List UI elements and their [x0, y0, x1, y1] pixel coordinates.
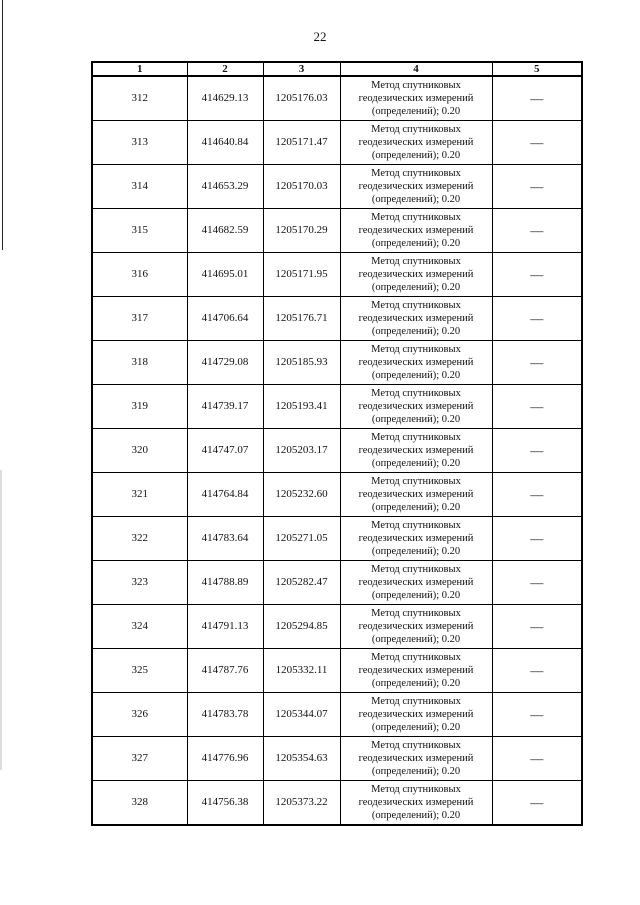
method-cell: Метод спутниковых геодезических измерений (определений); 0.20: [340, 429, 492, 473]
note-cell: —: [492, 165, 582, 209]
table-row: [92, 121, 582, 165]
x-coordinate-cell: 414682.59: [187, 209, 263, 253]
method-cell: Метод спутниковых геодезических измерений (определений); 0.20: [340, 737, 492, 781]
note-cell: —: [492, 76, 582, 121]
table-row: [92, 693, 582, 737]
x-coordinate-cell: 414756.38: [187, 781, 263, 826]
note-cell: —: [492, 693, 582, 737]
x-coordinate-cell: 414629.13: [187, 76, 263, 121]
x-coordinate-cell: 414747.07: [187, 429, 263, 473]
method-cell: Метод спутниковых геодезических измерений (определений); 0.20: [340, 165, 492, 209]
method-cell: Метод спутниковых геодезических измерений (определений); 0.20: [340, 76, 492, 121]
note-cell: —: [492, 737, 582, 781]
x-coordinate-cell: 414653.29: [187, 165, 263, 209]
point-number-cell: 324: [92, 605, 187, 649]
note-cell: —: [492, 209, 582, 253]
y-coordinate-cell: 1205171.95: [263, 253, 340, 297]
table-row: [92, 385, 582, 429]
method-cell: Метод спутниковых геодезических измерений (определений); 0.20: [340, 605, 492, 649]
y-coordinate-cell: 1205282.47: [263, 561, 340, 605]
note-cell: —: [492, 561, 582, 605]
note-cell: —: [492, 649, 582, 693]
note-cell: —: [492, 517, 582, 561]
point-number-cell: 328: [92, 781, 187, 826]
point-number-cell: 323: [92, 561, 187, 605]
note-cell: —: [492, 121, 582, 165]
point-number-cell: 318: [92, 341, 187, 385]
method-cell: Метод спутниковых геодезических измерений (определений); 0.20: [340, 561, 492, 605]
point-number-cell: 313: [92, 121, 187, 165]
note-cell: —: [492, 605, 582, 649]
point-number-cell: 322: [92, 517, 187, 561]
y-coordinate-cell: 1205176.71: [263, 297, 340, 341]
y-coordinate-cell: 1205373.22: [263, 781, 340, 826]
column-header: 2: [187, 62, 263, 76]
point-number-cell: 325: [92, 649, 187, 693]
point-number-cell: 312: [92, 76, 187, 121]
x-coordinate-cell: 414729.08: [187, 341, 263, 385]
method-cell: Метод спутниковых геодезических измерений (определений); 0.20: [340, 517, 492, 561]
table-row: [92, 737, 582, 781]
method-cell: Метод спутниковых геодезических измерений (определений); 0.20: [340, 253, 492, 297]
method-cell: Метод спутниковых геодезических измерений (определений); 0.20: [340, 121, 492, 165]
table-row: [92, 473, 582, 517]
y-coordinate-cell: 1205185.93: [263, 341, 340, 385]
point-number-cell: 316: [92, 253, 187, 297]
table-row: [92, 781, 582, 826]
point-number-cell: 314: [92, 165, 187, 209]
x-coordinate-cell: 414695.01: [187, 253, 263, 297]
table-row: [92, 165, 582, 209]
note-cell: —: [492, 473, 582, 517]
x-coordinate-cell: 414788.89: [187, 561, 263, 605]
table-row: [92, 209, 582, 253]
column-header: 4: [340, 62, 492, 76]
table-body: [92, 76, 582, 825]
column-header: 1: [92, 62, 187, 76]
table-row: [92, 429, 582, 473]
y-coordinate-cell: 1205232.60: [263, 473, 340, 517]
y-coordinate-cell: 1205354.63: [263, 737, 340, 781]
y-coordinate-cell: 1205332.11: [263, 649, 340, 693]
y-coordinate-cell: 1205203.17: [263, 429, 340, 473]
note-cell: —: [492, 341, 582, 385]
y-coordinate-cell: 1205176.03: [263, 76, 340, 121]
point-number-cell: 326: [92, 693, 187, 737]
method-cell: Метод спутниковых геодезических измерений (определений); 0.20: [340, 473, 492, 517]
note-cell: —: [492, 781, 582, 826]
y-coordinate-cell: 1205193.41: [263, 385, 340, 429]
method-cell: Метод спутниковых геодезических измерений (определений); 0.20: [340, 693, 492, 737]
y-coordinate-cell: 1205294.85: [263, 605, 340, 649]
method-cell: Метод спутниковых геодезических измерений (определений); 0.20: [340, 209, 492, 253]
x-coordinate-cell: 414791.13: [187, 605, 263, 649]
point-number-cell: 321: [92, 473, 187, 517]
x-coordinate-cell: 414706.64: [187, 297, 263, 341]
table-row: [92, 561, 582, 605]
note-cell: —: [492, 429, 582, 473]
table-row: [92, 517, 582, 561]
page-number: 22: [313, 29, 327, 44]
note-cell: —: [492, 385, 582, 429]
x-coordinate-cell: 414783.64: [187, 517, 263, 561]
table-row: [92, 253, 582, 297]
x-coordinate-cell: 414776.96: [187, 737, 263, 781]
y-coordinate-cell: 1205271.05: [263, 517, 340, 561]
column-header: 3: [263, 62, 340, 76]
x-coordinate-cell: 414640.84: [187, 121, 263, 165]
table-row: [92, 341, 582, 385]
table-row: [92, 605, 582, 649]
table-header-row: [92, 62, 582, 76]
point-number-cell: 320: [92, 429, 187, 473]
table-row: [92, 76, 582, 121]
point-number-cell: 315: [92, 209, 187, 253]
method-cell: Метод спутниковых геодезических измерений (определений); 0.20: [340, 649, 492, 693]
x-coordinate-cell: 414739.17: [187, 385, 263, 429]
method-cell: Метод спутниковых геодезических измерений (определений); 0.20: [340, 385, 492, 429]
point-number-cell: 317: [92, 297, 187, 341]
note-cell: —: [492, 253, 582, 297]
y-coordinate-cell: 1205344.07: [263, 693, 340, 737]
note-cell: —: [492, 297, 582, 341]
y-coordinate-cell: 1205170.03: [263, 165, 340, 209]
y-coordinate-cell: 1205170.29: [263, 209, 340, 253]
point-number-cell: 327: [92, 737, 187, 781]
method-cell: Метод спутниковых геодезических измерений (определений); 0.20: [340, 341, 492, 385]
scan-margin-shadow: [0, 470, 2, 770]
x-coordinate-cell: 414783.78: [187, 693, 263, 737]
y-coordinate-cell: 1205171.47: [263, 121, 340, 165]
coordinates-table: [91, 61, 583, 826]
x-coordinate-cell: 414787.76: [187, 649, 263, 693]
method-cell: Метод спутниковых геодезических измерений (определений); 0.20: [340, 781, 492, 826]
method-cell: Метод спутниковых геодезических измерений (определений); 0.20: [340, 297, 492, 341]
column-header: 5: [492, 62, 582, 76]
table-row: [92, 297, 582, 341]
point-number-cell: 319: [92, 385, 187, 429]
x-coordinate-cell: 414764.84: [187, 473, 263, 517]
table-row: [92, 649, 582, 693]
